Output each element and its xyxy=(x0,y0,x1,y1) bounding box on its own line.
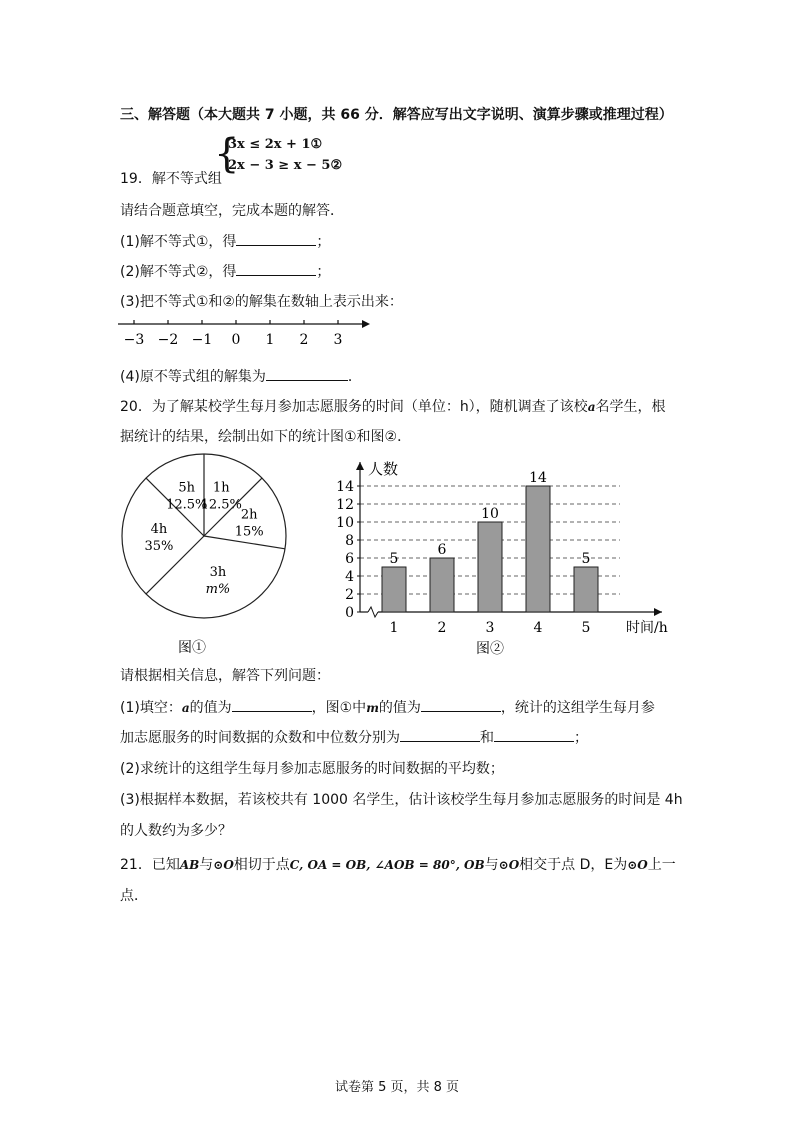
y-tick-label: 2 xyxy=(345,587,354,603)
answer-blank-3[interactable] xyxy=(266,365,348,381)
q20-s1-e: ，统计的这组学生每月参 xyxy=(500,700,655,716)
q20-part3: (3)根据样本数据，若该校共有 1000 名学生，估计该校学生每月参加志愿服务的时间是 4h xyxy=(120,792,683,808)
q19-part4-end: ． xyxy=(347,369,362,385)
number-line-label: −2 xyxy=(157,332,179,348)
x-tick-label: 5 xyxy=(581,620,591,636)
x-tick-label: 1 xyxy=(389,620,399,636)
q20-text-b: 名学生，根 xyxy=(595,399,666,415)
bar xyxy=(382,567,406,612)
q19-part1-end: ； xyxy=(316,234,331,250)
bar xyxy=(574,567,598,612)
system-brace: { xyxy=(214,131,240,177)
q19-part2 xyxy=(120,260,330,281)
var-ab: AB xyxy=(179,858,200,872)
q19-part2-end: ； xyxy=(316,264,331,280)
y-tick-label: 0 xyxy=(345,605,354,621)
number-line-label: 2 xyxy=(299,332,309,348)
answer-blank-1[interactable] xyxy=(236,230,316,246)
var-m: m xyxy=(366,701,379,715)
var-a-2: a xyxy=(181,701,190,715)
q21-condition: C, OA = OB, ∠AOB = 80°, OB xyxy=(289,858,485,872)
q20-s1-b: 的值为 xyxy=(189,700,232,716)
x-tick-label: 3 xyxy=(485,620,495,636)
circle-o-2: ⊙O xyxy=(498,858,520,872)
q20-s1-text: (1)填空： xyxy=(120,700,182,716)
pie-slice-label: 1h xyxy=(212,480,230,496)
q21-d: 与 xyxy=(484,857,499,873)
x-axis-label: 时间/h xyxy=(626,620,668,636)
inequality-2: 2x − 3 ≥ x − 5② xyxy=(228,158,343,173)
y-tick-label: 8 xyxy=(345,533,354,549)
bar-caption: 图② xyxy=(476,641,504,657)
q20-line2: 据统计的结果，绘制出如下的统计图①和图②． xyxy=(120,429,412,445)
pie-slice-value: 12.5% xyxy=(166,497,208,513)
q19-part4 xyxy=(120,365,362,386)
x-tick-label: 4 xyxy=(533,620,543,636)
pie-slice-value: 15% xyxy=(234,524,264,540)
pie-slice-label: 3h xyxy=(209,564,227,580)
number-line-label: 0 xyxy=(231,332,241,348)
answer-blank-6[interactable] xyxy=(400,726,480,742)
q20-s1-and: 和 xyxy=(480,730,494,746)
answer-blank-2[interactable] xyxy=(236,260,316,276)
pie-slice-label: 2h xyxy=(240,507,258,523)
pie-slice-label: 4h xyxy=(150,522,168,537)
bar-value-label: 6 xyxy=(437,542,447,558)
q20-intro: 请根据相关信息，解答下列问题： xyxy=(120,668,330,684)
y-tick-label: 14 xyxy=(336,479,354,495)
y-axis-arrow-icon xyxy=(356,462,364,470)
var-a: a xyxy=(587,400,596,414)
number-line-label: −1 xyxy=(191,332,213,348)
q21-b: 与 xyxy=(199,857,214,873)
pie-caption: 图① xyxy=(178,640,206,656)
bar-value-label: 5 xyxy=(389,551,399,567)
pie-slice-value: 35% xyxy=(144,539,174,554)
page-footer: 试卷第 5 页，共 8 页 xyxy=(334,1080,460,1095)
answer-blank-5[interactable] xyxy=(421,696,501,712)
bar xyxy=(478,522,502,612)
answer-blank-7[interactable] xyxy=(494,726,574,742)
y-tick-label: 6 xyxy=(345,551,354,567)
number-line xyxy=(118,314,378,354)
q19-part2-text: (2)解不等式②，得 xyxy=(120,264,237,280)
q19-part1 xyxy=(120,230,330,251)
q20-s1-line2: 加志愿服务的时间数据的众数和中位数分别为 xyxy=(120,730,400,746)
q21-f: 上一 xyxy=(647,857,676,873)
bar-chart xyxy=(330,448,690,660)
q21-text: 21．已知 xyxy=(120,857,180,873)
number-line-label: 1 xyxy=(265,332,275,348)
inequality-1: 3x ≤ 2x + 1① xyxy=(228,137,323,152)
bar-value-label: 14 xyxy=(529,470,547,486)
number-line-label: −3 xyxy=(123,332,145,348)
q20-s1-end: ； xyxy=(574,730,588,746)
bar xyxy=(526,486,550,612)
q20-part2: (2)求统计的这组学生每月参加志愿服务的时间数据的平均数； xyxy=(120,761,504,777)
pie-slice-label: 5h xyxy=(178,480,196,496)
bar xyxy=(430,558,454,612)
q19-part3: (3)把不等式①和②的解集在数轴上表示出来： xyxy=(120,294,403,310)
q19-stem: 19．解不等式组 xyxy=(120,171,222,187)
number-line-label: 3 xyxy=(333,332,343,348)
circle-o-3: ⊙O xyxy=(627,858,648,872)
answer-blank-4[interactable] xyxy=(232,696,312,712)
x-tick-label: 2 xyxy=(437,620,447,636)
q21-e: 相交于点 D，E为 xyxy=(519,857,628,873)
q20-s1-c: ，图①中 xyxy=(311,700,367,716)
q20-s1-d: 的值为 xyxy=(378,700,421,716)
pie-slice-value: 12.5% xyxy=(200,497,242,513)
q19-intro: 请结合题意填空，完成本题的解答． xyxy=(120,203,344,219)
arrow-icon xyxy=(362,320,370,328)
bar-value-label: 10 xyxy=(481,506,499,522)
y-tick-label: 12 xyxy=(336,497,354,513)
q20-part3-line2: 的人数约为多少？ xyxy=(120,823,232,839)
q21-c: 相切于点 xyxy=(233,857,290,873)
section-title: 三、解答题（本大题共 7 小题，共 66 分．解答应写出文字说明、演算步骤或推理过程） xyxy=(120,107,673,123)
y-tick-label: 4 xyxy=(345,569,354,585)
q20-line1 xyxy=(120,396,665,416)
q20-part1 xyxy=(120,696,655,717)
q21-line2: 点． xyxy=(120,888,148,904)
pie-chart xyxy=(112,450,302,660)
x-axis-arrow-icon xyxy=(654,608,662,616)
y-axis-label: 人数 xyxy=(368,460,399,478)
q20-part1-line2 xyxy=(120,726,588,747)
pie-slice-value: m% xyxy=(205,581,231,597)
q20-text: 20．为了解某校学生每月参加志愿服务的时间（单位：h），随机调查了该校 xyxy=(120,399,588,415)
q19-part1-text: (1)解不等式①，得 xyxy=(120,234,237,250)
bar-value-label: 5 xyxy=(581,551,591,567)
axis-break-icon xyxy=(368,607,378,617)
circle-o: ⊙O xyxy=(213,858,234,872)
y-tick-label: 10 xyxy=(336,515,354,531)
q19-part4-text: (4)原不等式组的解集为 xyxy=(120,369,266,385)
q21-line1 xyxy=(120,854,676,874)
